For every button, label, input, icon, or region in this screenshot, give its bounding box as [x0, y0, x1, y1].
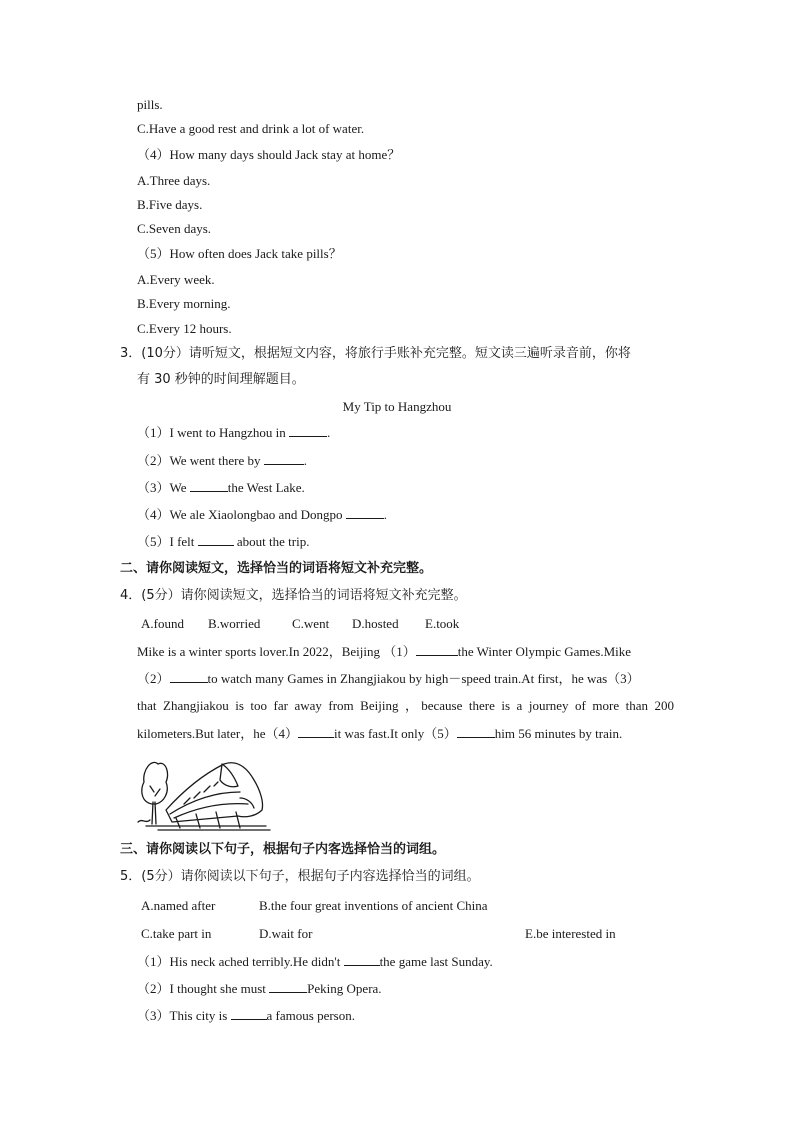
q3-item-2-text: （2）We went there by	[137, 453, 264, 468]
q4-passage-text: it was fast.It only（5）	[334, 726, 457, 741]
q3-item-3-end: the West Lake.	[227, 480, 305, 495]
answer-blank-1[interactable]	[416, 643, 458, 656]
q2-sub5-option-c: C.Every 12 hours.	[137, 321, 232, 336]
answer-blank-4[interactable]	[298, 725, 334, 738]
answer-blank[interactable]	[198, 533, 234, 546]
q5-option-b: B.the four great inventions of ancient China	[259, 898, 488, 913]
q5-option-a: A.named after	[141, 898, 216, 913]
q3-item-3	[137, 479, 305, 496]
q3-item-5	[137, 533, 309, 550]
q2-option-b-continuation: pills.	[137, 97, 163, 112]
q3-item-3-text: （3）We	[137, 480, 190, 495]
answer-blank[interactable]	[269, 980, 307, 993]
q2-sub4-option-c: C.Seven days.	[137, 221, 212, 236]
answer-blank[interactable]	[264, 452, 304, 465]
answer-blank[interactable]	[231, 1007, 267, 1020]
section-3-heading: 三、请你阅读以下句子，根据句子内客选择恰当的词组。	[120, 842, 446, 857]
q4-passage-text: Mike is a winter sports lover.In 2022，Beijing （1）	[137, 644, 416, 659]
q5-item-1-text: （1）His neck ached terribly.He didn't	[137, 954, 344, 969]
q4-passage-text: kilometers.But later，he（4）	[137, 726, 299, 741]
q4-option-c: C.went	[292, 616, 330, 631]
q3-item-4-text: （4）We ale Xiaolongbao and Dongpo	[137, 507, 346, 522]
q5-option-c: C.take part in	[141, 926, 212, 941]
q5-item-2-text: （2）I thought she must	[137, 981, 270, 996]
q4-passage-text: him 56 minutes by train.	[494, 726, 623, 741]
q4-passage-text: the Winter Olympic Games.Mike	[457, 644, 632, 659]
q3-item-5-text: （5）I felt	[137, 534, 198, 549]
answer-blank[interactable]	[289, 424, 327, 437]
q2-sub4-option-b: B.Five days.	[137, 197, 203, 212]
q4-passage-line3: that Zhangjiakou is too far away from Beijing ，because there is a journey of more than 200	[137, 698, 674, 713]
section-2-heading: 二、请你阅读短文，选择恰当的词语将短文补充完整。	[120, 561, 433, 576]
q4-passage-line4	[137, 725, 622, 742]
q5-item-2	[137, 980, 382, 997]
q3-item-2	[137, 452, 307, 469]
q3-item-5-end: about the trip.	[233, 534, 310, 549]
q2-sub3-option-c: C.Have a good rest and drink a lot of water.	[137, 121, 365, 136]
q5-item-3-text: （3）This city is	[137, 1008, 231, 1023]
q4-header: 4．(5分）请你阅读短文，选择恰当的词语将短文补充完整。	[120, 588, 467, 603]
q3-title: My Tip to Hangzhou	[342, 399, 452, 414]
q4-passage-line2	[137, 670, 640, 687]
answer-blank[interactable]	[190, 479, 228, 492]
answer-blank[interactable]	[346, 506, 384, 519]
q5-item-3-end: a famous person.	[266, 1008, 355, 1023]
q3-header-line2: 有 30 秒钟的时间理解题目。	[137, 372, 305, 387]
q2-sub5-option-a: A.Every week.	[137, 272, 215, 287]
q3-header-line1: 3．(10分）请听短文，根据短文内容，将旅行手账补充完整。短文读三遍听录音前，你将	[120, 346, 631, 361]
q4-option-d: D.hosted	[352, 616, 399, 631]
q5-item-2-end: Peking Opera.	[307, 981, 382, 996]
q3-item-1	[137, 424, 330, 441]
answer-blank-5[interactable]	[457, 725, 495, 738]
q5-item-1	[137, 953, 493, 970]
q3-item-4	[137, 506, 387, 523]
q5-options-row2	[0, 926, 794, 942]
answer-blank[interactable]	[344, 953, 380, 966]
q4-passage-text: （2）	[137, 671, 170, 686]
high-speed-train-icon	[136, 752, 272, 832]
q4-passage-line1	[137, 643, 631, 660]
q4-passage-text: to watch many Games in Zhangjiakou by high－speed train.At first，he was（3）	[207, 671, 640, 686]
q3-item-2-end: .	[303, 453, 308, 468]
q3-item-1-text: （1）I went to Hangzhou in	[137, 425, 290, 440]
q3-item-1-end: .	[327, 425, 331, 440]
q2-sub5-question: （5）How often does Jack take pills？	[137, 246, 342, 261]
q4-options	[0, 616, 794, 632]
q4-option-e: E.took	[425, 616, 460, 631]
q2-sub4-option-a: A.Three days.	[137, 173, 211, 188]
q4-option-a: A.found	[141, 616, 184, 631]
answer-blank-2[interactable]	[170, 670, 208, 683]
q5-option-e: E.be interested in	[525, 926, 616, 941]
q5-item-3	[137, 1007, 355, 1024]
q5-option-d: D.wait for	[259, 926, 313, 941]
q5-options-row1	[0, 898, 794, 914]
q5-item-1-end: the game last Sunday.	[379, 954, 493, 969]
q5-header: 5．(5分）请你阅读以下句子，根据句子内容选择恰当的词组。	[120, 869, 480, 884]
q3-item-4-end: .	[383, 507, 387, 522]
q2-sub4-question: （4）How many days should Jack stay at home？	[137, 147, 401, 162]
q2-sub5-option-b: B.Every morning.	[137, 296, 231, 311]
q4-option-b: B.worried	[208, 616, 261, 631]
